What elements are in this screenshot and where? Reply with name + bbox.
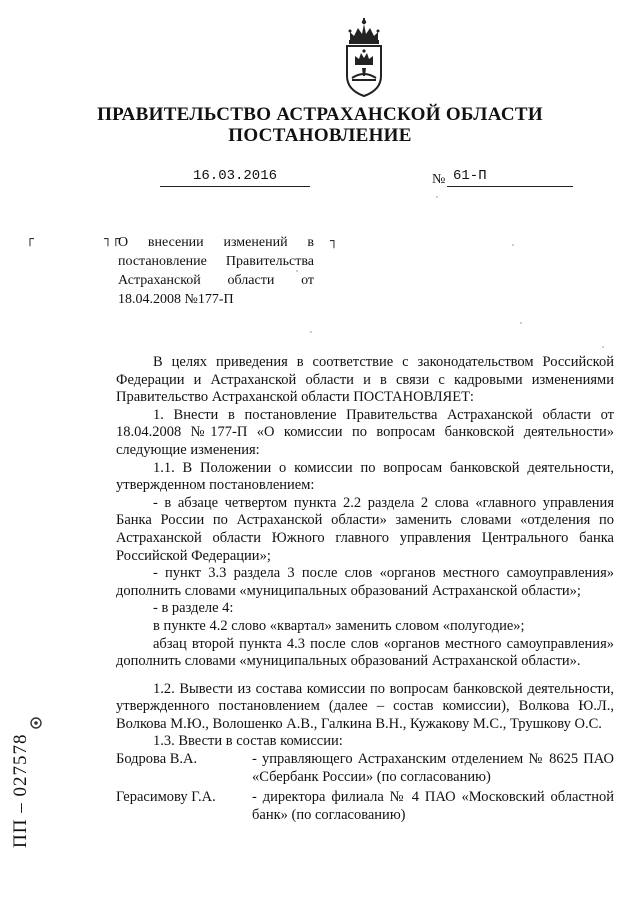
member-name: Герасимову Г.А.	[116, 789, 216, 806]
blank-serial-number	[6, 688, 40, 848]
rosette-mark-icon	[29, 716, 43, 730]
clause-1: 1. Внести в постановление Правительства Астраханской области от 18.04.2008 №177-П «О комиссии по вопросам банковской деятельности» следующие изменения:	[116, 406, 614, 458]
clause-1-1-item-3-a: в пункте 4.2 слово «квартал» заменить словом «полугодие»;	[153, 617, 525, 634]
scan-speck	[296, 270, 298, 272]
clause-1-1-item-2: - пункт 3.3 раздела 3 после слов «органов местного самоуправления» дополнить словами «муниципальных образований Астраханской области»;	[116, 565, 614, 599]
document-number: 61-П	[453, 168, 487, 184]
document-date: 16.03.2016	[192, 168, 277, 184]
member-row	[116, 751, 614, 786]
clause-1-3: 1.3. Ввести в состав комиссии:	[153, 733, 343, 750]
date-underline	[160, 186, 310, 187]
corner-mark-left: ┌	[26, 232, 34, 247]
clause-1-1-item-3-b: абзац второй пункта 4.3 после слов «органов местного самоуправления» дополнить словами «муниципальных образований Астраханской области».	[116, 635, 614, 670]
serial-number-text: ПП – 027578	[10, 733, 31, 848]
scan-speck	[602, 346, 604, 348]
document-type-title: ПОСТАНОВЛЕНИЕ	[228, 125, 412, 146]
scan-speck	[310, 331, 312, 333]
clause-1-1: 1.1. В Положении о комиссии по вопросам банковской деятельности, утвержденном постановлением:	[116, 459, 614, 494]
coat-of-arms-emblem	[340, 18, 388, 98]
member-row	[116, 789, 614, 824]
corner-mark-subject-left: ┐┌	[104, 232, 120, 247]
organization-title: ПРАВИТЕЛЬСТВО АСТРАХАНСКОЙ ОБЛАСТИ	[97, 104, 543, 125]
corner-mark-subject-right: ┐	[330, 234, 338, 249]
document-subject: О внесении изменений в постановление Правительства Астраханской области от 18.04.2008 №177-П	[118, 235, 314, 307]
scan-speck	[512, 244, 514, 246]
member-position: - директора филиала № 4 ПАО «Московский областной банк» (по согласованию)	[252, 789, 614, 823]
clause-1-1-item-1: - в абзаце четвертом пункта 2.2 раздела 2 слова «главного управления Банка России по Астраханской области» заменить словами «отделения по Астраханской области Южного главного управления Центрального банка Российской Федерации»;	[116, 494, 614, 564]
scan-speck	[436, 196, 438, 198]
clause-1-2: 1.2. Вывести из состава комиссии по вопросам банковской деятельности, утвержденного постановлением (далее – состав комиссии), Волкова Ю.Л., Волкова М.Ю., Волошенко А.В., Галкина В.Н., Кужакову М.С., Трушкову О.С.	[116, 680, 614, 732]
scan-speck	[520, 322, 522, 324]
document-body	[116, 354, 614, 824]
number-underline	[447, 186, 573, 187]
number-sign: №	[432, 172, 446, 187]
clause-1-1-item-3: - в разделе 4:	[153, 600, 234, 617]
member-name: Бодрова В.А.	[116, 751, 198, 768]
preamble-paragraph: В целях приведения в соответствие с законодательством Российской Федерации и Астраханской области и в связи с кадровыми изменениями Правительство Астраханской области ПОСТАНОВЛЯЕТ:	[116, 354, 614, 406]
member-position: - управляющего Астраханским отделением № 8625 ПАО «Сбербанк России» (по согласованию)	[252, 751, 614, 785]
